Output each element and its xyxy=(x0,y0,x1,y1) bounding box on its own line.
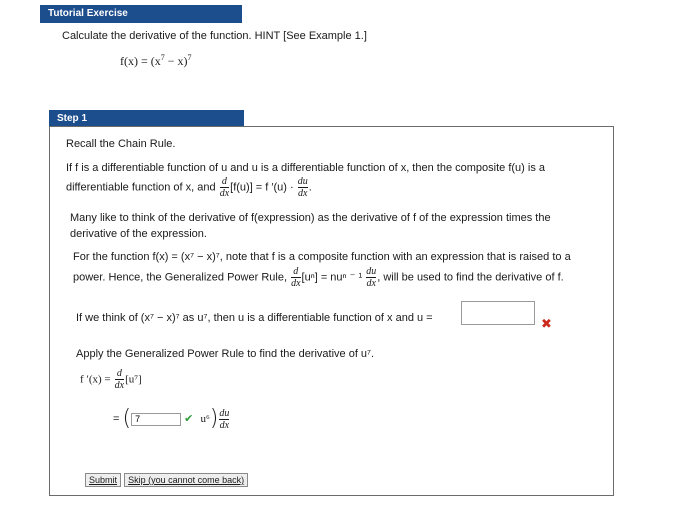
skip-button[interactable]: Skip (you cannot come back) xyxy=(124,473,248,487)
fprime-line xyxy=(80,368,142,391)
button-row xyxy=(85,473,248,487)
fprime-rhs: [u⁷] xyxy=(125,373,142,386)
frac-den: dx xyxy=(219,419,230,431)
tutorial-exercise-header xyxy=(40,5,242,23)
frac-num: d xyxy=(221,176,227,187)
frac-den: dx xyxy=(219,188,230,199)
du-over-dx-fraction xyxy=(219,408,229,431)
d-over-dx-fraction xyxy=(291,266,300,289)
frac-den: dx xyxy=(291,278,301,289)
gpr-text-b: [uⁿ] = nuⁿ ⁻ ¹ xyxy=(301,271,363,284)
du-over-dx-fraction xyxy=(366,266,376,289)
coefficient-input[interactable] xyxy=(131,413,181,426)
function-lhs: f(x) = (x xyxy=(120,54,161,68)
step-title: Step 1 xyxy=(57,113,88,124)
frac-num: du xyxy=(219,407,230,419)
chain-rule-line-2: differentiable function of x, and $\frac{d}{dx}$ [f(u)] = f ′(u) · $\frac{du}{dx}$ . xyxy=(66,176,312,199)
many-like-line-1: Many like to think of the derivative of f(expression) as the derivative of f of the expression times the xyxy=(70,212,551,224)
many-like-line-2: derivative of the expression. xyxy=(70,228,207,240)
derivative-result-line xyxy=(113,406,230,432)
function-mid: − x) xyxy=(164,54,188,68)
d-over-dx-fraction xyxy=(220,176,229,199)
open-paren: ( xyxy=(122,406,132,432)
u-answer-input[interactable] xyxy=(461,301,535,325)
fprime-lhs: f ′(x) = xyxy=(80,373,111,386)
wrong-mark: ✖ xyxy=(541,316,552,331)
apply-gpr-text: Apply the Generalized Power Rule to find the derivative of u⁷. xyxy=(76,348,375,360)
frac-den: dx xyxy=(366,278,376,289)
chain-rule-text-b: [f(u)] = f ′(u) · xyxy=(230,181,294,194)
d-over-dx-fraction xyxy=(115,368,124,391)
check-icon: ✔ xyxy=(184,413,194,425)
du-over-dx-fraction xyxy=(298,176,308,199)
frac-num: d xyxy=(116,368,122,379)
frac-den: dx xyxy=(114,380,125,391)
problem-instruction: Calculate the derivative of the function. HINT [See Example 1.] xyxy=(62,30,367,42)
think-of-text: If we think of (x⁷ − x)⁷ as u⁷, then u is a differentiable function of x and u = xyxy=(76,312,433,324)
u-power: u⁶ xyxy=(200,413,210,425)
frac-num: d xyxy=(293,266,299,277)
submit-button[interactable]: Submit xyxy=(85,473,121,487)
gpr-line-1: For the function f(x) = (x⁷ − x)⁷, note that f is a composite function with an expression that is raised to a xyxy=(73,251,571,263)
close-paren: ) xyxy=(209,406,219,432)
problem-function xyxy=(120,54,192,69)
chain-rule-text-a: differentiable function of x, and xyxy=(66,181,216,194)
tutorial-exercise-title: Tutorial Exercise xyxy=(48,8,128,19)
chain-rule-line-1: If f is a differentiable function of u and u is a differentiable function of x, then the composite f(u) is a xyxy=(66,162,545,174)
equals-sign: = xyxy=(113,413,120,425)
frac-den: dx xyxy=(297,188,308,199)
gpr-text-a: power. Hence, the Generalized Power Rule, xyxy=(73,271,288,284)
function-exp-outer: 7 xyxy=(187,53,192,62)
gpr-line-2 xyxy=(73,266,564,289)
gpr-text-c: , will be used to find the derivative of f. xyxy=(377,271,564,284)
wrong-icon xyxy=(541,316,552,332)
function-exp-inner: 7 xyxy=(160,53,165,62)
frac-num: du xyxy=(366,266,377,277)
frac-num: du xyxy=(297,176,308,187)
recall-text: Recall the Chain Rule. xyxy=(66,138,176,150)
